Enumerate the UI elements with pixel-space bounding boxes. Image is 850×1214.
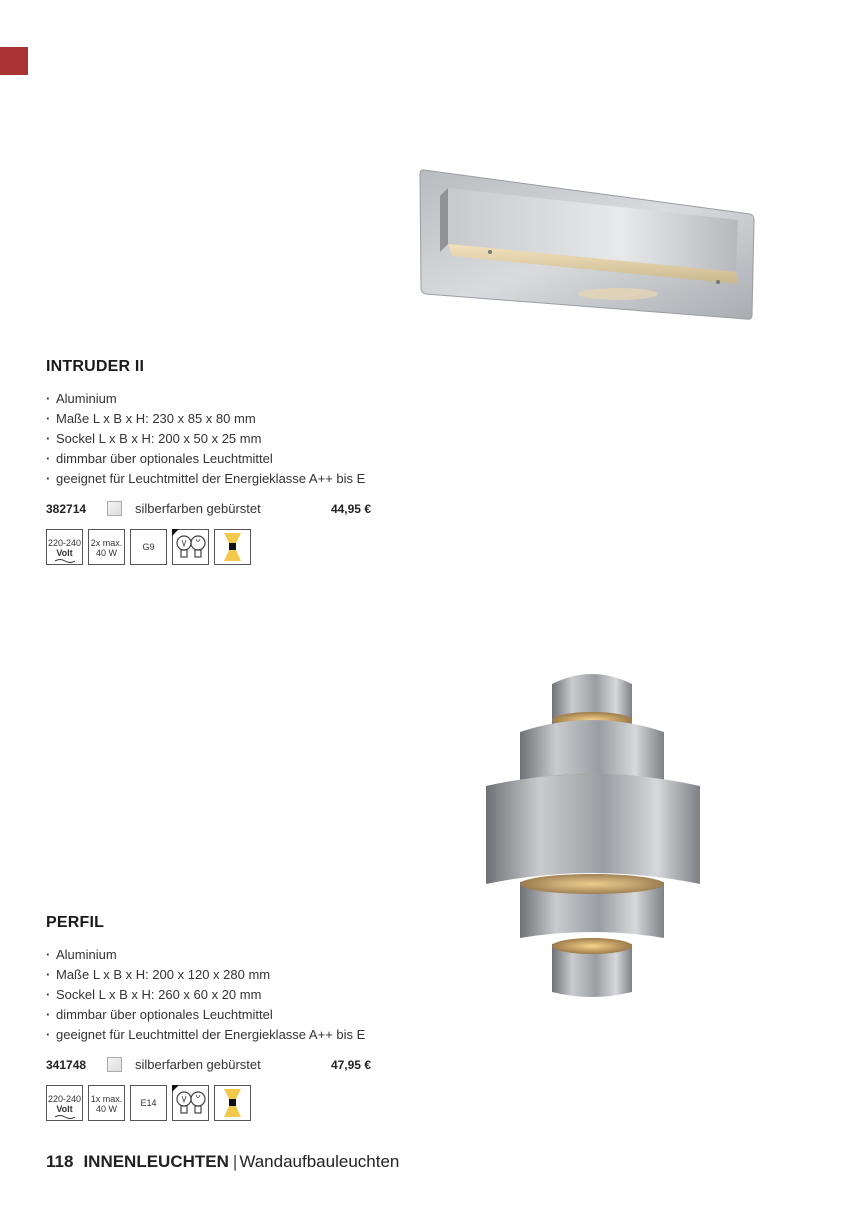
corner-tab-marker xyxy=(0,47,28,75)
footer-category: INNENLEUCHTEN xyxy=(83,1152,229,1171)
volt-label: Volt xyxy=(56,548,73,558)
wave-icon xyxy=(55,1114,75,1119)
color-swatch xyxy=(107,1057,122,1072)
up-down-light-icon xyxy=(214,529,251,565)
feature-item: · Sockel L x B x H: 200 x 50 x 25 mm xyxy=(46,429,386,449)
bulb-count: 2x max. xyxy=(90,538,123,548)
feature-item: · dimmbar über optionales Leuchtmittel xyxy=(46,1005,386,1025)
feature-item: · Maße L x B x H: 230 x 85 x 80 mm xyxy=(46,409,386,429)
variant-row xyxy=(46,1056,386,1076)
price: 47,95 € xyxy=(330,1058,371,1072)
color-swatch xyxy=(107,501,122,516)
product-intruder-ii xyxy=(46,357,386,567)
feature-list xyxy=(46,389,386,489)
feature-item: · geeignet für Leuchtmittel der Energieklasse A++ bis E xyxy=(46,1025,386,1045)
footer-subcategory: Wandaufbauleuchten xyxy=(239,1152,400,1171)
bulb-count: 1x max. xyxy=(90,1094,123,1104)
dimmable-bulb-icon xyxy=(172,529,209,565)
voltage-value: 220-240 xyxy=(47,538,82,548)
intruder-ii-lamp-image xyxy=(418,166,770,324)
socket-type: G9 xyxy=(142,542,155,552)
feature-item: · Sockel L x B x H: 260 x 60 x 20 mm xyxy=(46,985,386,1005)
corner-mark xyxy=(172,1085,179,1092)
corner-mark xyxy=(172,529,179,536)
socket-icon xyxy=(130,529,167,565)
color-name: silberfarben gebürstet xyxy=(135,1057,261,1072)
feature-item: · Maße L x B x H: 200 x 120 x 280 mm xyxy=(46,965,386,985)
wattage-icon xyxy=(88,1085,125,1121)
up-down-light-icon xyxy=(214,1085,251,1121)
article-number: 382714 xyxy=(46,502,87,516)
feature-item: · Aluminium xyxy=(46,945,386,965)
page-footer xyxy=(46,1152,399,1172)
product-perfil xyxy=(46,913,386,1123)
socket-type: E14 xyxy=(140,1098,157,1108)
color-name: silberfarben gebürstet xyxy=(135,501,261,516)
light-direction-icon xyxy=(215,1086,250,1120)
article-number: 341748 xyxy=(46,1058,87,1072)
feature-item: · geeignet für Leuchtmittel der Energieklasse A++ bis E xyxy=(46,469,386,489)
wattage-value: 40 W xyxy=(95,548,117,558)
wave-icon xyxy=(55,558,75,563)
voltage-icon xyxy=(46,529,83,565)
dimmable-bulb-icon xyxy=(172,1085,209,1121)
feature-list xyxy=(46,945,386,1045)
socket-icon xyxy=(130,1085,167,1121)
variant-row xyxy=(46,500,386,520)
footer-separator: | xyxy=(232,1152,238,1171)
voltage-icon xyxy=(46,1085,83,1121)
feature-item: · Aluminium xyxy=(46,389,386,409)
volt-label: Volt xyxy=(56,1104,73,1114)
perfil-lamp-image xyxy=(482,662,704,1002)
spec-icons xyxy=(46,1085,386,1123)
voltage-value: 220-240 xyxy=(47,1094,82,1104)
product-title: PERFIL xyxy=(46,914,105,931)
wattage-value: 40 W xyxy=(95,1104,117,1114)
spec-icons xyxy=(46,529,386,567)
wattage-icon xyxy=(88,529,125,565)
price: 44,95 € xyxy=(330,502,371,516)
light-direction-icon xyxy=(215,530,250,564)
page-number: 118 xyxy=(46,1152,74,1171)
product-title: INTRUDER II xyxy=(46,358,145,375)
feature-item: · dimmbar über optionales Leuchtmittel xyxy=(46,449,386,469)
